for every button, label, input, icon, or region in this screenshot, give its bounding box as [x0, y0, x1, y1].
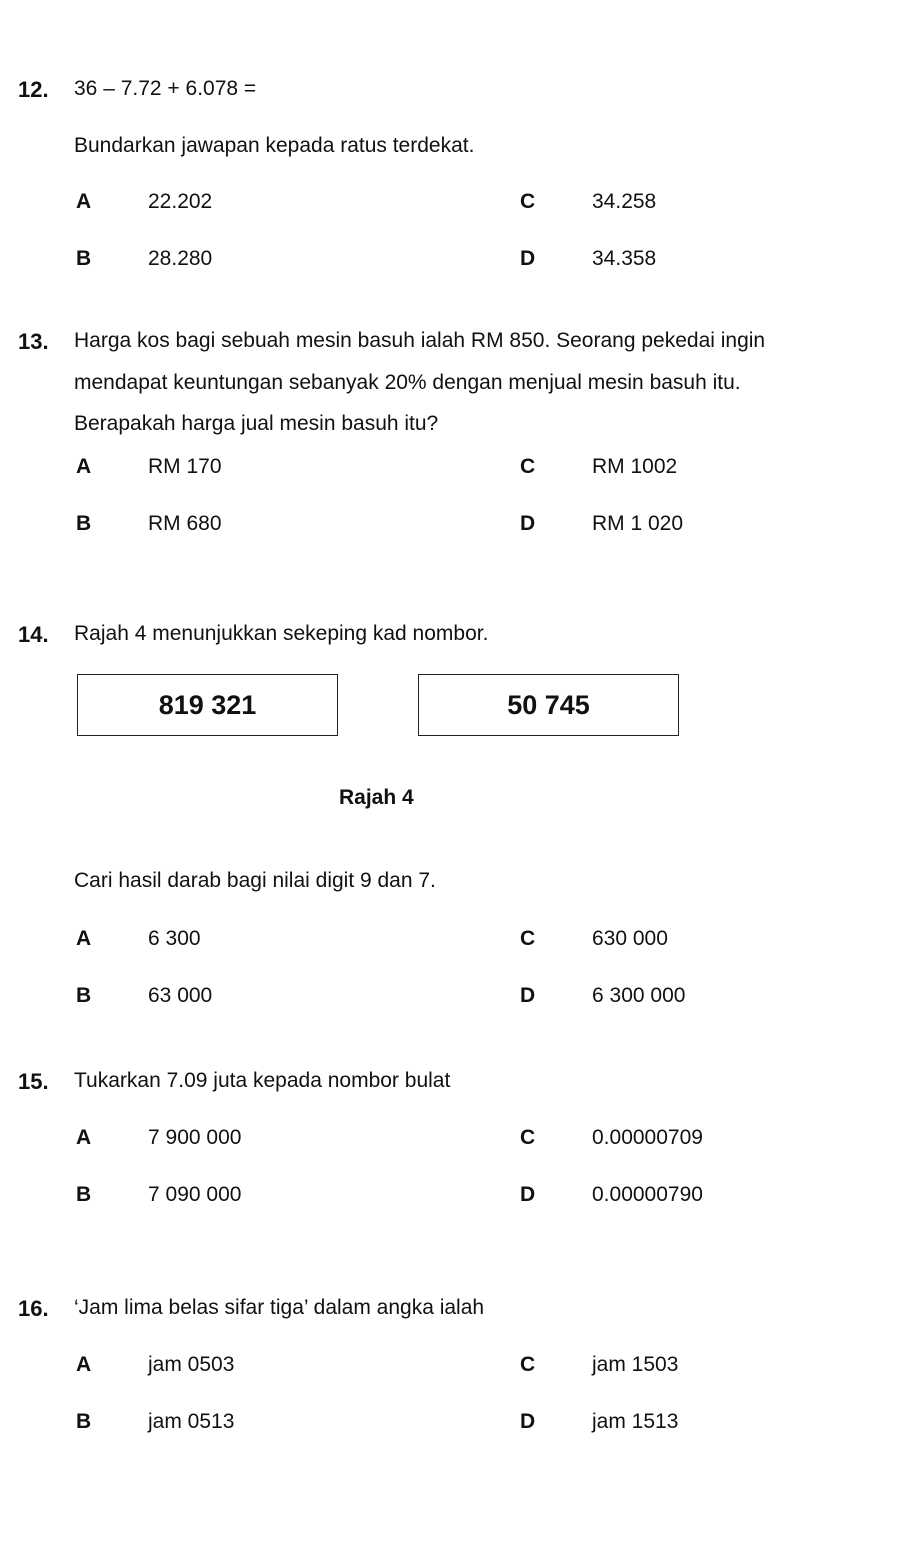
option-letter: B: [76, 1183, 92, 1206]
option-text[interactable]: 22.202: [148, 190, 213, 213]
figure-caption: Rajah 4: [339, 786, 414, 809]
option-letter: D: [520, 1410, 536, 1433]
option-letter: C: [520, 1353, 536, 1376]
option-text[interactable]: jam 1503: [592, 1353, 679, 1376]
number-card: 819 321: [77, 674, 338, 736]
option-letter: B: [76, 1410, 92, 1433]
question-text: Tukarkan 7.09 juta kepada nombor bulat: [74, 1069, 451, 1092]
option-letter: C: [520, 927, 536, 950]
option-letter: D: [520, 984, 536, 1007]
option-text[interactable]: jam 1513: [592, 1410, 679, 1433]
option-text[interactable]: RM 1002: [592, 455, 678, 478]
option-letter: C: [520, 455, 536, 478]
option-letter: B: [76, 247, 92, 270]
option-text[interactable]: 6 300 000: [592, 984, 686, 1007]
option-text[interactable]: 630 000: [592, 927, 668, 950]
option-text[interactable]: RM 680: [148, 512, 222, 535]
option-letter: A: [76, 190, 92, 213]
question-number: 15.: [18, 1069, 49, 1094]
option-letter: B: [76, 512, 92, 535]
option-letter: A: [76, 1126, 92, 1149]
option-letter: C: [520, 190, 536, 213]
option-text[interactable]: jam 0513: [148, 1410, 235, 1433]
option-text[interactable]: 0.00000790: [592, 1183, 703, 1206]
option-letter: A: [76, 927, 92, 950]
option-text[interactable]: 34.358: [592, 247, 657, 270]
option-letter: A: [76, 1353, 92, 1376]
question-text: 36 – 7.72 + 6.078 =: [74, 77, 257, 100]
option-letter: B: [76, 984, 92, 1007]
question-text: Bundarkan jawapan kepada ratus terdekat.: [74, 134, 475, 157]
question-number: 16.: [18, 1296, 49, 1321]
question-number: 13.: [18, 329, 49, 354]
option-text[interactable]: RM 170: [148, 455, 222, 478]
option-letter: C: [520, 1126, 536, 1149]
question-text: Berapakah harga jual mesin basuh itu?: [74, 412, 439, 435]
option-letter: A: [76, 455, 92, 478]
question-number: 14.: [18, 622, 49, 647]
option-text[interactable]: 7 900 000: [148, 1126, 242, 1149]
option-text[interactable]: 6 300: [148, 927, 201, 950]
question-number: 12.: [18, 77, 49, 102]
option-text[interactable]: 63 000: [148, 984, 213, 1007]
option-text[interactable]: 0.00000709: [592, 1126, 703, 1149]
option-text[interactable]: 34.258: [592, 190, 657, 213]
question-text: Harga kos bagi sebuah mesin basuh ialah RM 850. Seorang pekedai ingin: [74, 329, 766, 352]
option-text[interactable]: RM 1 020: [592, 512, 684, 535]
question-text: ‘Jam lima belas sifar tiga’ dalam angka ialah: [74, 1296, 485, 1319]
option-letter: D: [520, 1183, 536, 1206]
number-card: 50 745: [418, 674, 679, 736]
question-text: Rajah 4 menunjukkan sekeping kad nombor.: [74, 622, 489, 645]
option-text[interactable]: jam 0503: [148, 1353, 235, 1376]
option-letter: D: [520, 512, 536, 535]
option-text[interactable]: 28.280: [148, 247, 213, 270]
question-text: Cari hasil darab bagi nilai digit 9 dan 7.: [74, 869, 436, 892]
option-letter: D: [520, 247, 536, 270]
question-text: mendapat keuntungan sebanyak 20% dengan menjual mesin basuh itu.: [74, 371, 741, 394]
option-text[interactable]: 7 090 000: [148, 1183, 242, 1206]
